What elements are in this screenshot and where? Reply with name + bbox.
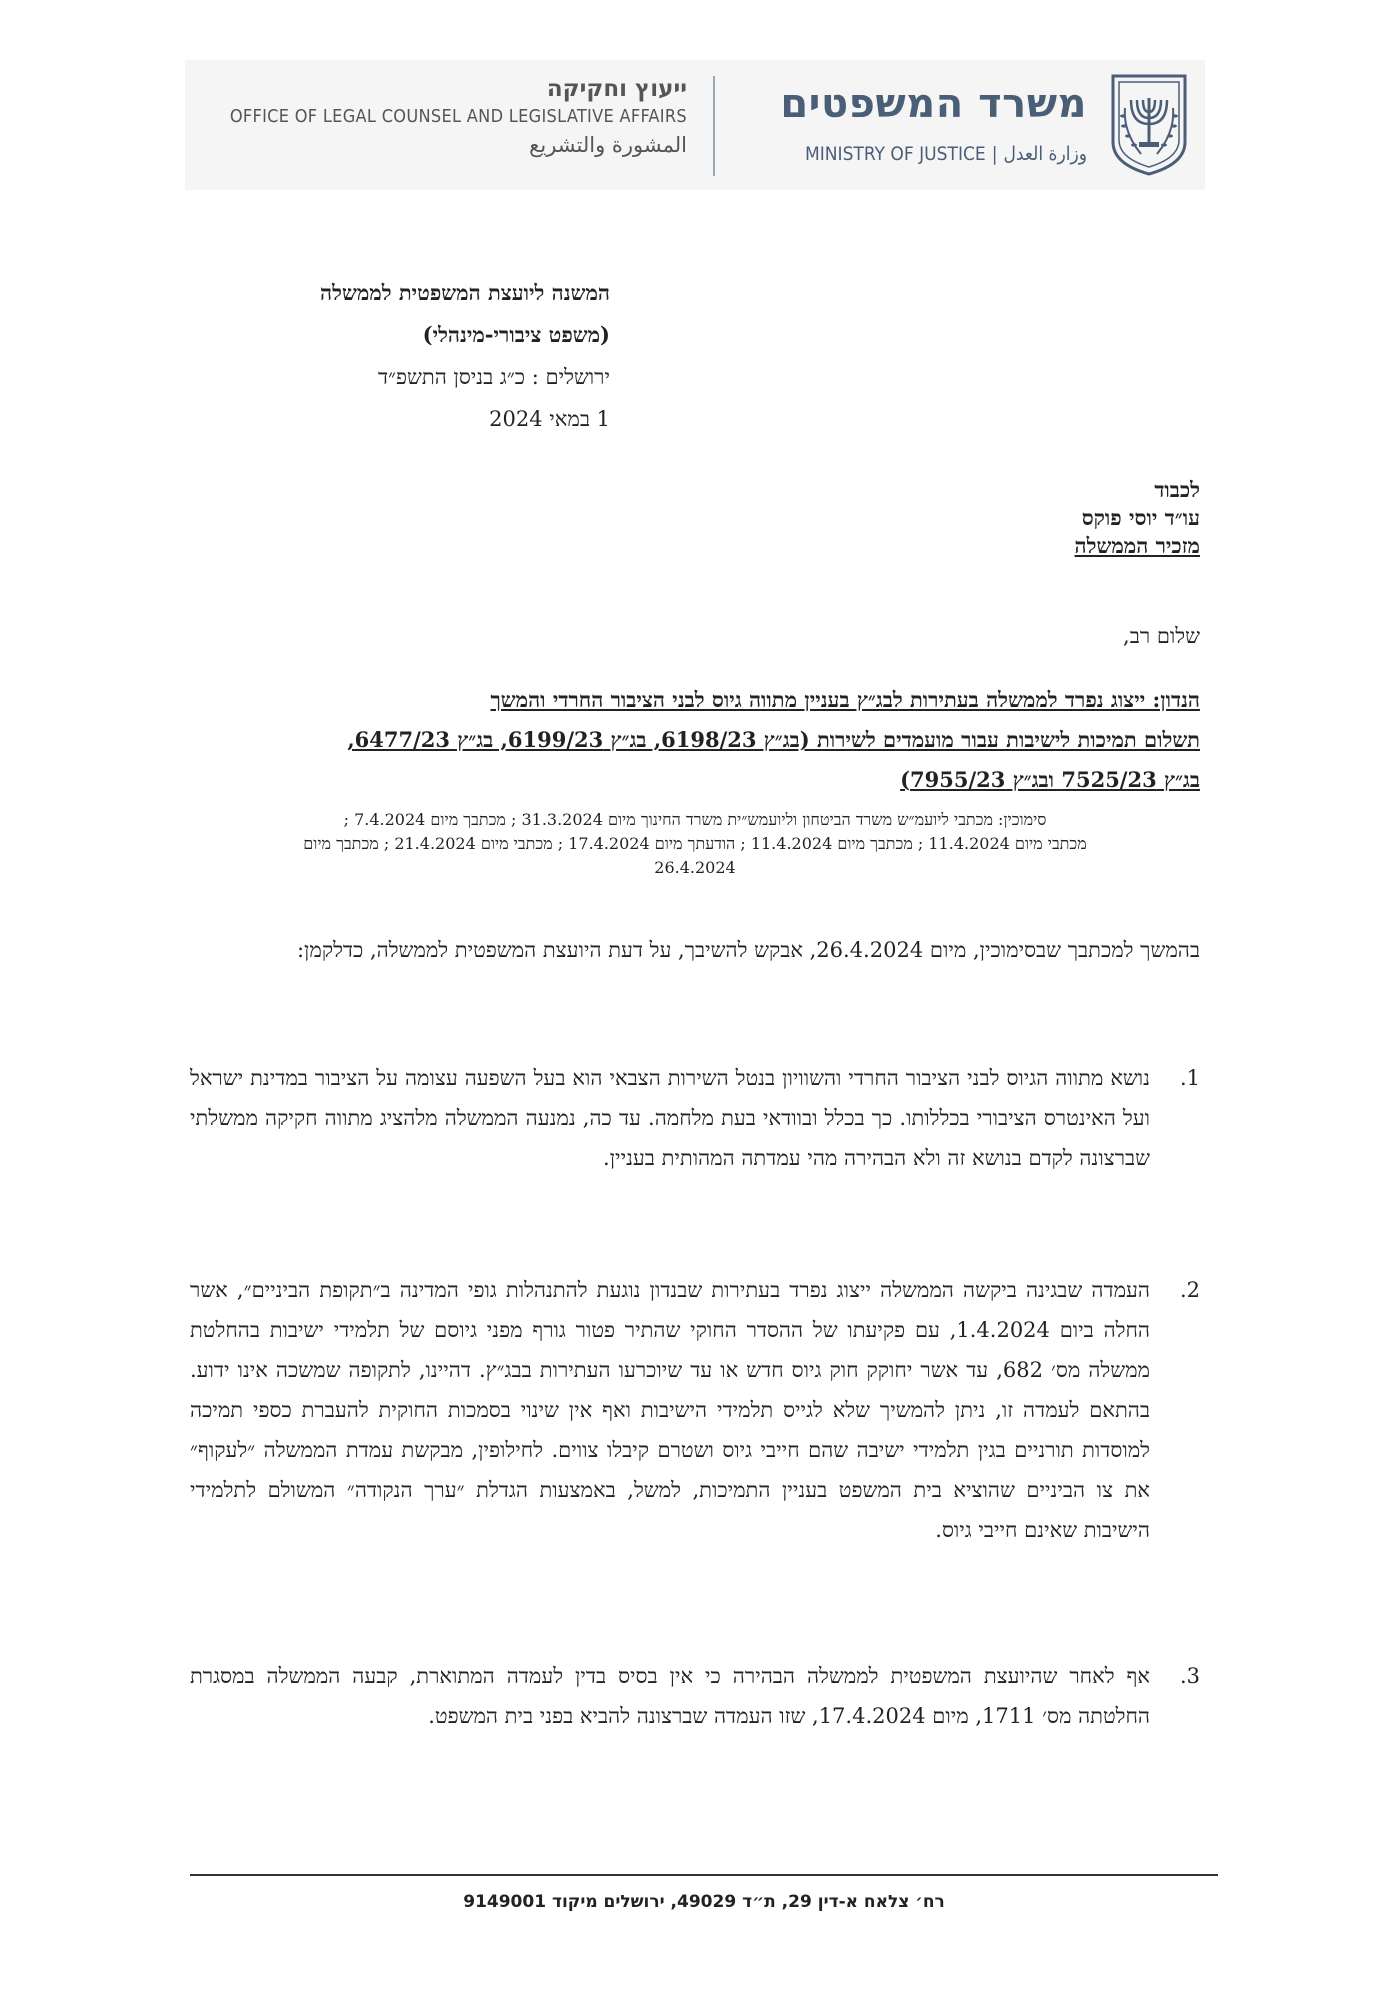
- item-number: 1.: [1179, 1066, 1200, 1090]
- numbered-item: [190, 1656, 1200, 1736]
- item-text: אף לאחר שהיועצת המשפטית לממשלה הבהירה כי אין בסיס בדין לעמדה המתוארת, קבעה הממשלה במסגרת החלטתה מס׳ 1711, מיום 17.4.2024, שזו העמדה שברצונה להביא בפני בית המשפט.: [190, 1664, 1150, 1728]
- recipient-honorific: לכבוד: [1154, 477, 1200, 502]
- item-number: 3.: [1179, 1664, 1200, 1688]
- letterhead: [185, 60, 1205, 190]
- recipient-name: עו״ד יוסי פוקס: [1081, 505, 1200, 530]
- references-line-1: סימוכין: מכתבי ליועמ״ש משרד הביטחון וליועמש״ית משרד החינוך מיום 31.3.2024 ; מכתבך מיום 7.4.2024 ;: [343, 810, 1047, 829]
- ministry-name-en-ar: [707, 142, 1087, 166]
- references-line-3: 26.4.2024: [654, 858, 736, 877]
- state-emblem-icon: [1107, 72, 1191, 176]
- item-text: העמדה שבגינה ביקשה הממשלה ייצוג נפרד בעתירות שבנדון נוגעת להתנהלות גופי המדינה ב״תקופת הביניים״, אשר החלה ביום 1.4.2024, עם פקיעתו של ההסדר החוקי שהתיר פטור גורף מפני גיוסם של תלמידי ישיבות בהחלטת ממשלה מס׳ 682, עד אשר יחוקק חוק גיוס חדש או עד שיוכרעו העתירות בבג״ץ. דהיינו, לתקופה שמשכה אינו ידוע. בהתאם לעמדה זו, ניתן להמשיך שלא לגייס תלמידי הישיבות ואף אין שינוי בסמכות החוקית להעברת כספי תמיכה למוסדות תורניים בגין תלמידי ישיבה שהם חייבי גיוס ושטרם קיבלו צווים. לחילופין, מבקשת עמדת הממשלה ״לעקוף״ את צו הביניים שהוציא בית המשפט בעניין התמיכות, למשל, באמצעות הגדלת ״ערך הנקודה״ המשולם לתלמידי הישיבות שאינם חייבי גיוס.: [190, 1278, 1150, 1542]
- subject-line-3: בג״ץ 7525/23 ובג״ץ 7955/23): [900, 767, 1200, 792]
- references-line-2: מכתבי מיום 11.4.2024 ; מכתבך מיום 11.4.2024 ; הודעתך מיום 17.4.2024 ; מכתבי מיום 21.4.2024 ; מכתבך מיום: [303, 834, 1087, 853]
- footer-divider: [190, 1874, 1218, 1876]
- ministry-separator: |: [991, 143, 998, 165]
- subject-line-2: תשלום תמיכות לישיבות עבור מועמדים לשירות (בג״ץ 6198/23, בג״ץ 6199/23, בג״ץ 6477/23,: [347, 727, 1200, 752]
- office-name-arabic: المشورة والتشريع: [529, 133, 687, 157]
- letterhead-divider: [713, 76, 715, 176]
- office-name-english: OFFICE OF LEGAL COUNSEL AND LEGISLATIVE AFFAIRS: [229, 106, 687, 127]
- recipient-block: [800, 476, 1200, 560]
- sender-block: [50, 272, 610, 440]
- place-hebrew-date: ירושלים : כ״ג בניסן התשפ״ד: [377, 365, 610, 389]
- footer-address: רח׳ צלאח א-דין 29, ת״ד 49029, ירושלים מיקוד 9149001: [463, 1892, 945, 1912]
- ministry-name-block: [707, 80, 1087, 166]
- ministry-name-arabic: وزارة العدل: [1003, 143, 1087, 165]
- item-number: 2.: [1179, 1278, 1200, 1302]
- numbered-item: [190, 1058, 1200, 1178]
- numbered-item: [190, 1270, 1200, 1550]
- subject-block: [190, 680, 1200, 800]
- greeting: שלום רב,: [1123, 624, 1200, 648]
- office-name-hebrew: ייעוץ וחקיקה: [546, 76, 687, 102]
- office-name-block: [207, 74, 687, 160]
- ministry-name-english: MINISTRY OF JUSTICE: [804, 143, 986, 165]
- references-block: [190, 808, 1200, 880]
- sender-title: המשנה ליועצת המשפטית לממשלה: [320, 280, 610, 305]
- sender-department: (משפט ציבורי-מינהלי): [422, 322, 610, 347]
- intro-paragraph: בהמשך למכתבך שבסימוכין, מיום 26.4.2024, אבקש להשיבך, על דעת היועצת המשפטית לממשלה, כדלקמן:: [296, 938, 1200, 962]
- letter-date: 1 במאי 2024: [489, 407, 610, 431]
- ministry-name-hebrew: משרד המשפטים: [780, 81, 1087, 127]
- subject-line-1: הנדון: ייצוג נפרד לממשלה בעתירות לבג״ץ בעניין מתווה גיוס לבני הציבור החרדי והמשך: [490, 687, 1200, 712]
- item-text: נושא מתווה הגיוס לבני הציבור החרדי והשוויון בנטל השירות הצבאי הוא בעל השפעה עצומה על הציבור במדינת ישראל ועל האינטרס הציבורי בכללותו. כך בכלל ובוודאי בעת מלחמה. עד כה, נמנעה הממשלה מלהציג מתווה חקיקה ממשלתי שברצונה לקדם בנושא זה ולא הבהירה מהי עמדתה המהותית בעניין.: [190, 1066, 1150, 1170]
- recipient-role: מזכיר הממשלה: [1074, 533, 1200, 558]
